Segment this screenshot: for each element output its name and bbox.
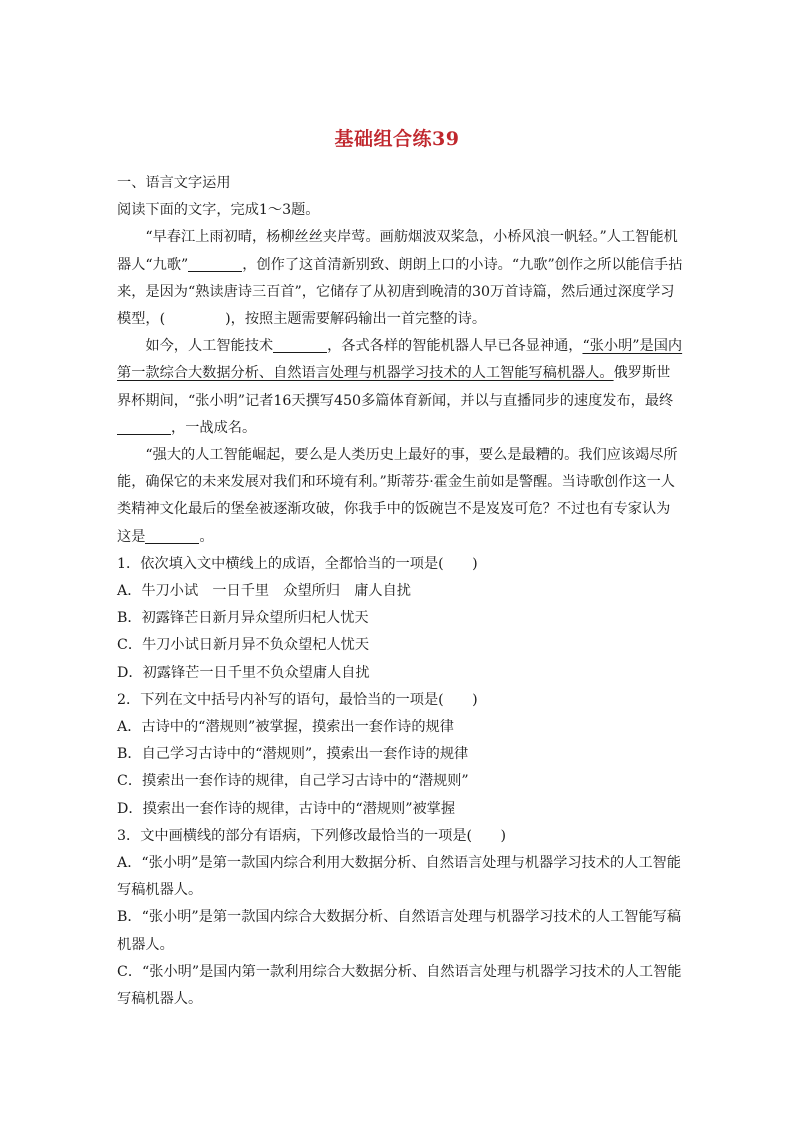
q3-option-a: A．“张小明”是第一款国内综合利用大数据分析、自然语言处理与机器学习技术的人工智能写稿机器人。 bbox=[117, 855, 681, 899]
question-2-stem: 2．下列在文中括号内补写的语句，最恰当的一项是( ) bbox=[117, 691, 478, 708]
fill-blank-3 bbox=[117, 420, 171, 435]
q1-option-c: C．牛刀小试日新月异不负众望杞人忧天 bbox=[117, 637, 370, 654]
q2-option-c: C．摸索出一套作诗的规律，自己学习古诗中的“潜规则” bbox=[117, 773, 469, 790]
q2-option-d: D．摸索出一套作诗的规律，古诗中的“潜规则”被掌握 bbox=[117, 800, 456, 817]
para3-text-a: “强大的人工智能崛起，要么是人类历史上最好的事，要么是最糟的。我们应该竭尽所能，确保它的未来发展对我们和环境有利。”斯蒂芬·霍金生前如是警醒。当诗歌创作这一人类精神文化最后的堡垒被逐渐攻破，你我手中的饭碗岂不是岌岌可危？不过也有专家认为这是 bbox=[117, 447, 678, 545]
question-3-stem: 3．文中画横线的部分有语病，下列修改最恰当的一项是( ) bbox=[117, 827, 506, 844]
para3-text-b: 。 bbox=[199, 528, 214, 545]
paragraph-3 bbox=[117, 442, 683, 551]
q3-option-c: C．“张小明”是国内第一款利用综合大数据分析、自然语言处理与机器学习技术的人工智能写稿机器人。 bbox=[117, 963, 682, 1008]
q3-option-b: B．“张小明”是第一款国内综合大数据分析、自然语言处理与机器学习技术的人工智能写稿机器人。 bbox=[117, 909, 682, 953]
para1-text-c: )，按照主题需要解码输出一首完整的诗。 bbox=[225, 311, 487, 328]
para2-text-b: ，各式各样的智能机器人早已各显神通， bbox=[327, 338, 583, 355]
section-heading: 一、语言文字运用 bbox=[117, 175, 231, 191]
para1-text-b: ，创作了这首清新别致、朗朗上口的小诗。“九歌”创作之所以能信手拈来，是因为“熟读唐诗三百首”，它储存了从初唐到晚清的30万首诗篇，然后通过深度学习模型，( bbox=[117, 256, 683, 328]
q1-option-a: A．牛刀小试 一日千里 众望所归 庸人自扰 bbox=[117, 583, 411, 600]
page-title: 基础组合练39 bbox=[334, 128, 460, 150]
document-body bbox=[117, 170, 683, 1013]
fill-blank-2 bbox=[273, 338, 327, 353]
para2-text-a: 如今，人工智能技术 bbox=[145, 338, 274, 355]
q1-option-b: B．初露锋芒日新月异众望所归杞人忧天 bbox=[117, 610, 369, 627]
q1-option-d: D．初露锋芒一日千里不负众望庸人自扰 bbox=[117, 664, 370, 681]
question-1-stem: 1．依次填入文中横线上的成语，全都恰当的一项是( ) bbox=[117, 555, 478, 572]
q2-option-b: B．自己学习古诗中的“潜规则”，摸索出一套作诗的规律 bbox=[117, 746, 469, 763]
paragraph-2 bbox=[117, 333, 683, 442]
fill-blank-4 bbox=[145, 528, 199, 543]
q2-option-a: A．古诗中的“潜规则”被掌握，摸索出一套作诗的规律 bbox=[117, 719, 454, 736]
underlined-sentence: “张小明”是国内第一款综合大数据分析、自然语言处理与机器学习技术的人工智能写稿机器人。 bbox=[117, 338, 683, 382]
para2-text-d: ，一战成名。 bbox=[171, 419, 257, 436]
para1-text-a: “早春江上雨初晴，杨柳丝丝夹岸莺。画舫烟波双桨急，小桥风浪一帆轻。”人工智能机器人“九歌” bbox=[117, 229, 678, 273]
para2-text-c: 俄罗斯世界杯期间，“张小明”记者16天撰写450多篇体育新闻，并以与直播同步的速度发布，最终 bbox=[117, 365, 674, 409]
instruction: 阅读下面的文字，完成1～3题。 bbox=[117, 202, 320, 219]
paragraph-1 bbox=[117, 224, 683, 333]
fill-blank-1 bbox=[188, 256, 242, 271]
